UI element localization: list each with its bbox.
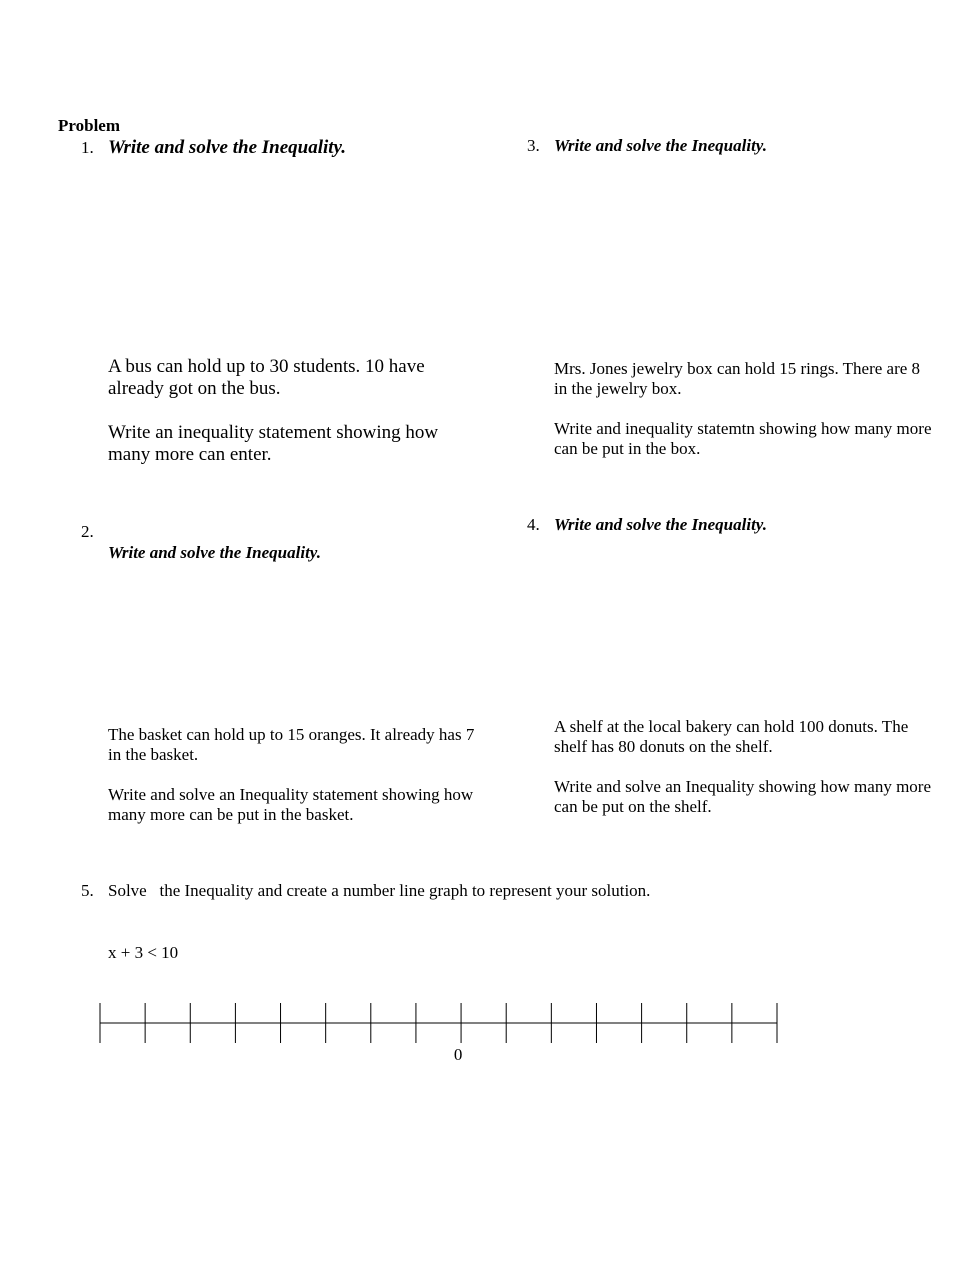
problem-3-number: 3.	[527, 136, 540, 155]
problem-5-instruction: Solve the Inequality and create a number line graph to represent your solution.	[108, 881, 651, 900]
problem-4-body	[554, 717, 934, 817]
problem-3-instruction: Write and solve the Inequality.	[554, 136, 767, 155]
problem-1-question: Write an inequality statement showing how many more can enter.	[108, 422, 439, 465]
number-line	[90, 995, 790, 1070]
problem-4-text: A shelf at the local bakery can hold 100 donuts. The shelf has 80 donuts on the shelf.	[554, 717, 909, 756]
problem-3-body	[554, 359, 934, 459]
worksheet-heading: Problem	[58, 116, 121, 135]
problem-2-text: The basket can hold up to 15 oranges. It already has 7 in the basket.	[108, 725, 475, 764]
problem-5-number: 5.	[81, 881, 94, 900]
problem-1-body	[108, 356, 478, 466]
problem-2-instruction: Write and solve the Inequality.	[108, 543, 321, 562]
problem-4-number: 4.	[527, 515, 540, 534]
problem-3-question: Write and inequality statemtn showing how many more can be put in the box.	[554, 419, 932, 458]
problem-4-question: Write and solve an Inequality showing how many more can be put on the shelf.	[554, 777, 932, 816]
problem-5-equation: x + 3 < 10	[108, 943, 179, 962]
problem-2-number: 2.	[81, 522, 94, 541]
problem-2-question: Write and solve an Inequality statement showing how many more can be put in the basket.	[108, 785, 474, 824]
problem-4-instruction: Write and solve the Inequality.	[554, 515, 767, 534]
problem-3-text: Mrs. Jones jewelry box can hold 15 rings. There are 8 in the jewelry box.	[554, 359, 921, 398]
number-line-zero-label: 0	[453, 1045, 463, 1064]
problem-2-body	[108, 725, 478, 825]
problem-1-text: A bus can hold up to 30 students. 10 have already got on the bus.	[108, 356, 425, 399]
problem-1-instruction: Write and solve the Inequality.	[108, 137, 347, 158]
problem-1-number: 1.	[81, 138, 94, 157]
